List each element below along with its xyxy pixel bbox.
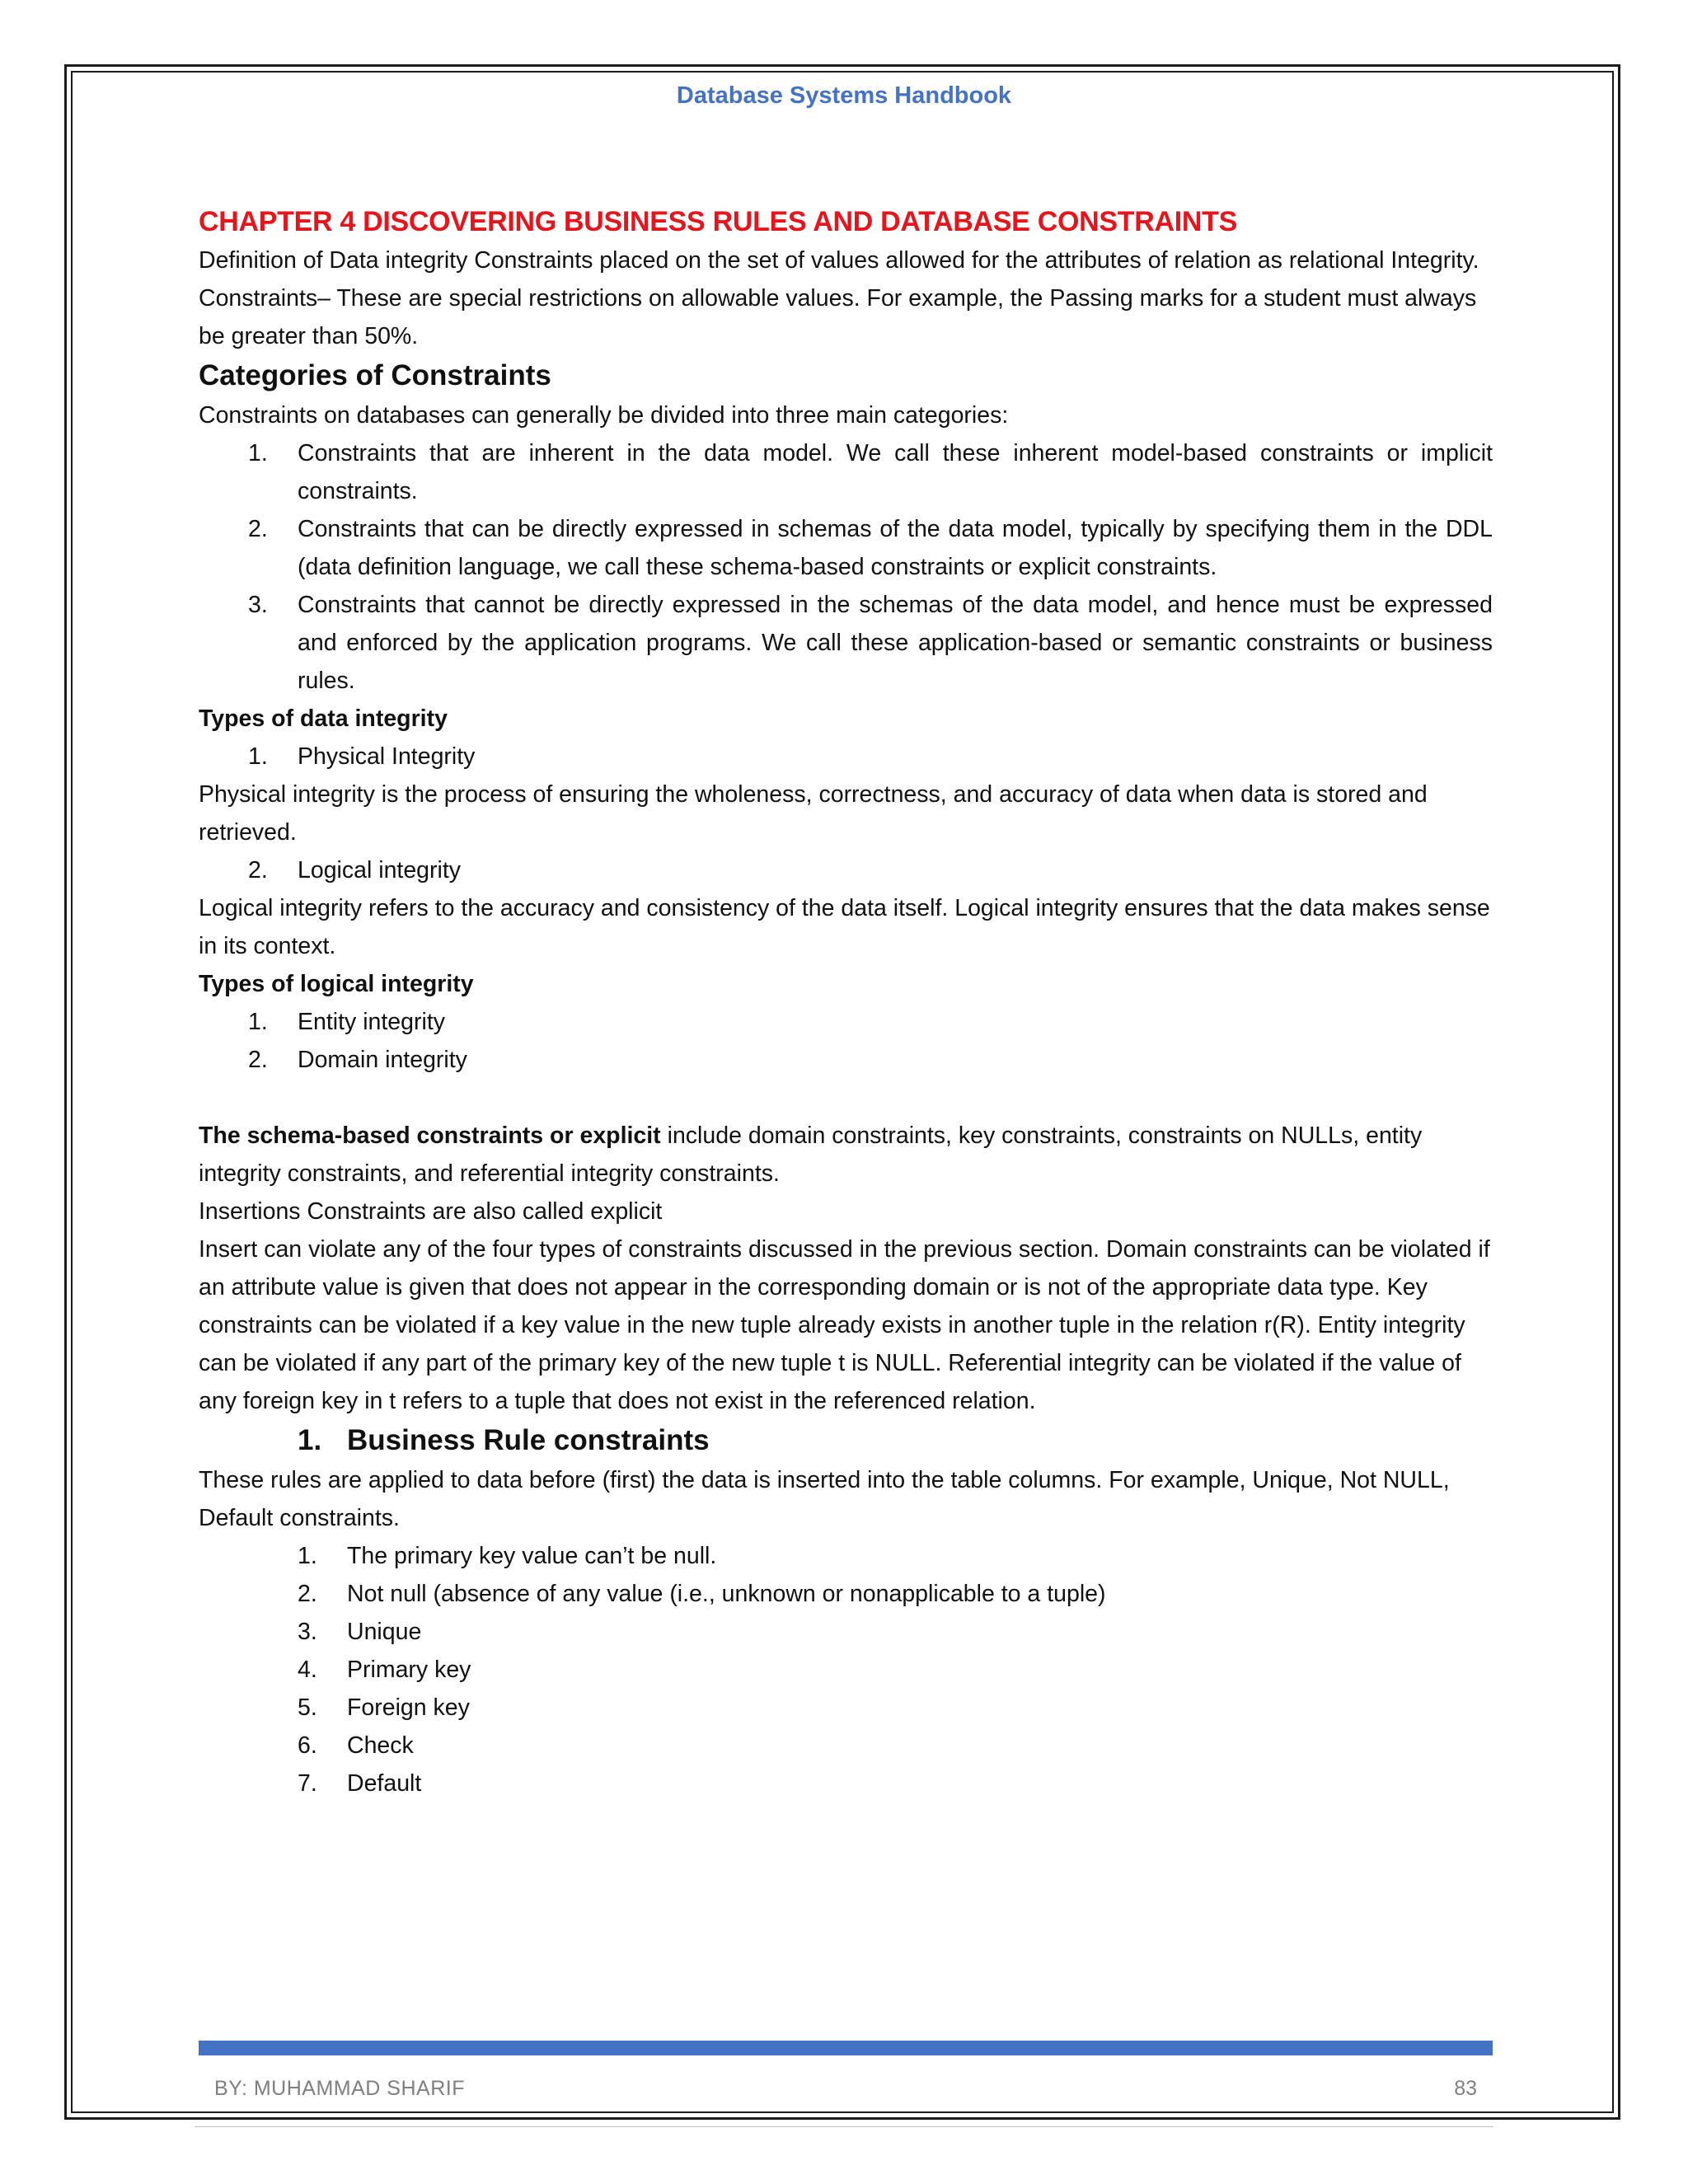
schema-based-paragraph: The schema-based constraints or explicit include domain constraints, key constraints, constraints on NULLs, entity integrity constraints, and referential integrity constraints. [199, 1122, 1423, 1187]
business-rule-heading: 1. Business Rule constraints [298, 1424, 710, 1456]
footer-accent-bar [199, 2041, 1493, 2055]
spacer [199, 1079, 1493, 1117]
page-content [199, 202, 1493, 1802]
bottom-divider [195, 2126, 1493, 2127]
running-header: Database Systems Handbook [676, 82, 1012, 109]
footer-author: BY: MUHAMMAD SHARIF [214, 2077, 465, 2100]
categories-heading: Categories of Constraints [199, 359, 551, 391]
physical-integrity-text: Physical integrity is the process of ensuring the wholeness, correctness, and accuracy of data when data is stored and retrieved. [199, 781, 1428, 846]
logical-integrity-types [199, 1003, 1493, 1079]
insertions-line: Insertions Constraints are also called explicit [199, 1198, 663, 1225]
list-item: 1. Entity integrity [248, 1009, 445, 1035]
logical-integrity-list [199, 851, 1493, 889]
list-item: 2. Domain integrity [248, 1047, 467, 1073]
definition-paragraph: Definition of Data integrity Constraints placed on the set of values allowed for the attributes of relation as relational Integrity. [199, 247, 1479, 274]
list-item: 1. Constraints that are inherent in the data model. We call these inherent model-based constraints or implicit constraints. [248, 440, 1493, 504]
physical-integrity-list [199, 738, 1493, 776]
list-item: 7. Default [298, 1770, 422, 1797]
page-number: 83 [1454, 2077, 1477, 2100]
chapter-title: CHAPTER 4 DISCOVERING BUSINESS RULES AND DATABASE CONSTRAINTS [199, 206, 1237, 237]
categories-list [199, 434, 1493, 700]
list-item: 2. Logical integrity [248, 857, 462, 883]
list-item: 2. Not null (absence of any value (i.e., unknown or nonapplicable to a tuple) [298, 1581, 1106, 1607]
business-rule-list [199, 1537, 1493, 1802]
business-rule-text: These rules are applied to data before (first) the data is inserted into the table columns. For example, Unique, Not NULL, Default constraints. [199, 1467, 1450, 1531]
logical-integrity-text: Logical integrity refers to the accuracy and consistency of the data itself. Logical integrity ensures that the data makes sense in its context. [199, 895, 1490, 959]
list-item: 3. Constraints that cannot be directly expressed in the schemas of the data model, and hence must be expressed and enforced by the application programs. We call these application-based or semantic constraints or business rules. [248, 592, 1493, 694]
insert-paragraph: Insert can violate any of the four types of constraints discussed in the previous section. Domain constraints can be violated if an attribute value is given that does not appear in the corresponding domain or is not of the appropriate data type. Key constraints can be violated if a key value in the new tuple already exists in another tuple in the relation r(R). Entity integrity can be violated if any part of the primary key of the new tuple t is NULL. Referential integrity can be violated if the value of any foreign key in t refers to a tuple that does not exist in the referenced relation. [199, 1236, 1490, 1414]
categories-intro: Constraints on databases can generally be divided into three main categories: [199, 402, 1009, 429]
list-item: 1. The primary key value can’t be null. [298, 1543, 717, 1569]
list-item: 6. Check [298, 1732, 414, 1759]
constraints-paragraph: Constraints– These are special restrictions on allowable values. For example, the Passing marks for a student must always be greater than 50%. [199, 285, 1477, 349]
logical-integrity-heading: Types of logical integrity [199, 971, 474, 997]
list-item: 5. Foreign key [298, 1694, 470, 1721]
list-item: 4. Primary key [298, 1657, 471, 1683]
data-integrity-heading: Types of data integrity [199, 705, 448, 732]
list-item: 1. Physical Integrity [248, 743, 476, 770]
list-item: 2. Constraints that can be directly expressed in schemas of the data model, typically by specifying them in the DDL (data definition language, we call these schema-based constraints or explicit constraints. [248, 516, 1493, 580]
list-item: 3. Unique [298, 1619, 422, 1645]
